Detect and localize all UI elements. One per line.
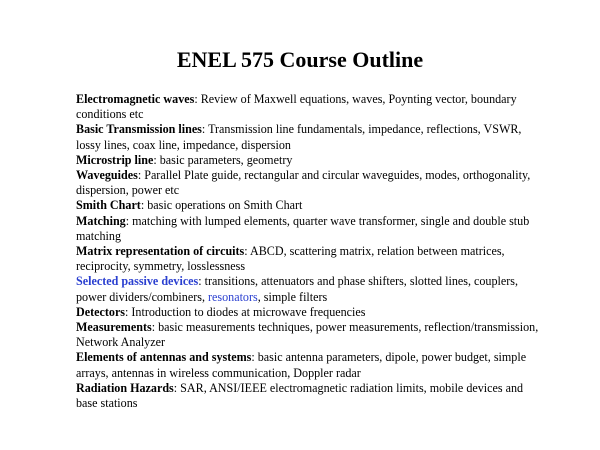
topic-description: : Transmission line fundamentals, impedance, reflections, VSWR, lossy lines, coax line, impedance, dispersion (76, 122, 522, 152)
topic-heading: Waveguides (76, 168, 138, 183)
list-item-electromagnetic-waves (76, 92, 546, 122)
topic-description: : basic parameters, geometry (153, 152, 293, 167)
list-item-radiation-hazards (76, 381, 546, 411)
topic-description: : basic antenna parameters, dipole, power budget, simple arrays, antennas in wireless communication, Doppler radar (76, 350, 527, 380)
topic-heading-link[interactable]: Selected passive devices (76, 274, 199, 289)
topic-heading: Electromagnetic waves (76, 92, 195, 106)
resonators-link[interactable]: resonators (208, 289, 258, 304)
page-title: ENEL 575 Course Outline (176, 47, 424, 72)
list-item-matrix-representation (76, 244, 546, 274)
topic-description: : Introduction to diodes at microwave frequencies (125, 304, 366, 319)
topic-description: : Review of Maxwell equations, waves, Poynting vector, boundary conditions etc (76, 92, 517, 122)
topic-heading: Radiation Hazards (76, 380, 174, 395)
topic-description: : Parallel Plate guide, rectangular and circular waveguides, modes, orthogonality, dispersion, power etc (76, 168, 531, 198)
topic-heading: Matching (76, 213, 126, 228)
topic-description: : ABCD, scattering matrix, relation between matrices, reciprocity, symmetry, losslessness (76, 244, 505, 274)
topic-description: : basic operations on Smith Chart (140, 198, 303, 213)
list-item-detectors (76, 305, 546, 320)
course-outline-list (76, 92, 546, 411)
topic-heading: Detectors (76, 304, 126, 319)
topic-description: : SAR, ANSI/IEEE electromagnetic radiation limits, mobile devices and base stations (76, 380, 524, 411)
topic-heading: Microstrip line (76, 152, 154, 167)
topic-heading: Matrix representation of circuits (76, 244, 245, 259)
list-item-basic-transmission-lines (76, 122, 546, 152)
topic-heading: Smith Chart (76, 198, 141, 213)
list-item-selected-passive-devices (76, 274, 546, 304)
topic-description: : basic measurements techniques, power measurements, reflection/transmission, Network Analyzer (76, 320, 539, 350)
list-item-microstrip-line (76, 153, 546, 168)
topic-heading: Basic Transmission lines (76, 122, 202, 137)
topic-description-end: , simple filters (257, 289, 328, 304)
list-item-smith-chart (76, 198, 546, 213)
topic-description: : matching with lumped elements, quarter wave transformer, single and double stub matching (76, 213, 530, 243)
topic-description: : transitions, attenuators and phase shifters, slotted lines, couplers, power dividers/combiners, (76, 274, 519, 304)
topic-heading: Elements of antennas and systems (76, 350, 252, 365)
list-item-matching (76, 214, 546, 244)
list-item-elements-of-antennas (76, 350, 546, 380)
list-item-waveguides (76, 168, 546, 198)
list-item-measurements (76, 320, 546, 350)
topic-heading: Measurements (76, 320, 152, 335)
